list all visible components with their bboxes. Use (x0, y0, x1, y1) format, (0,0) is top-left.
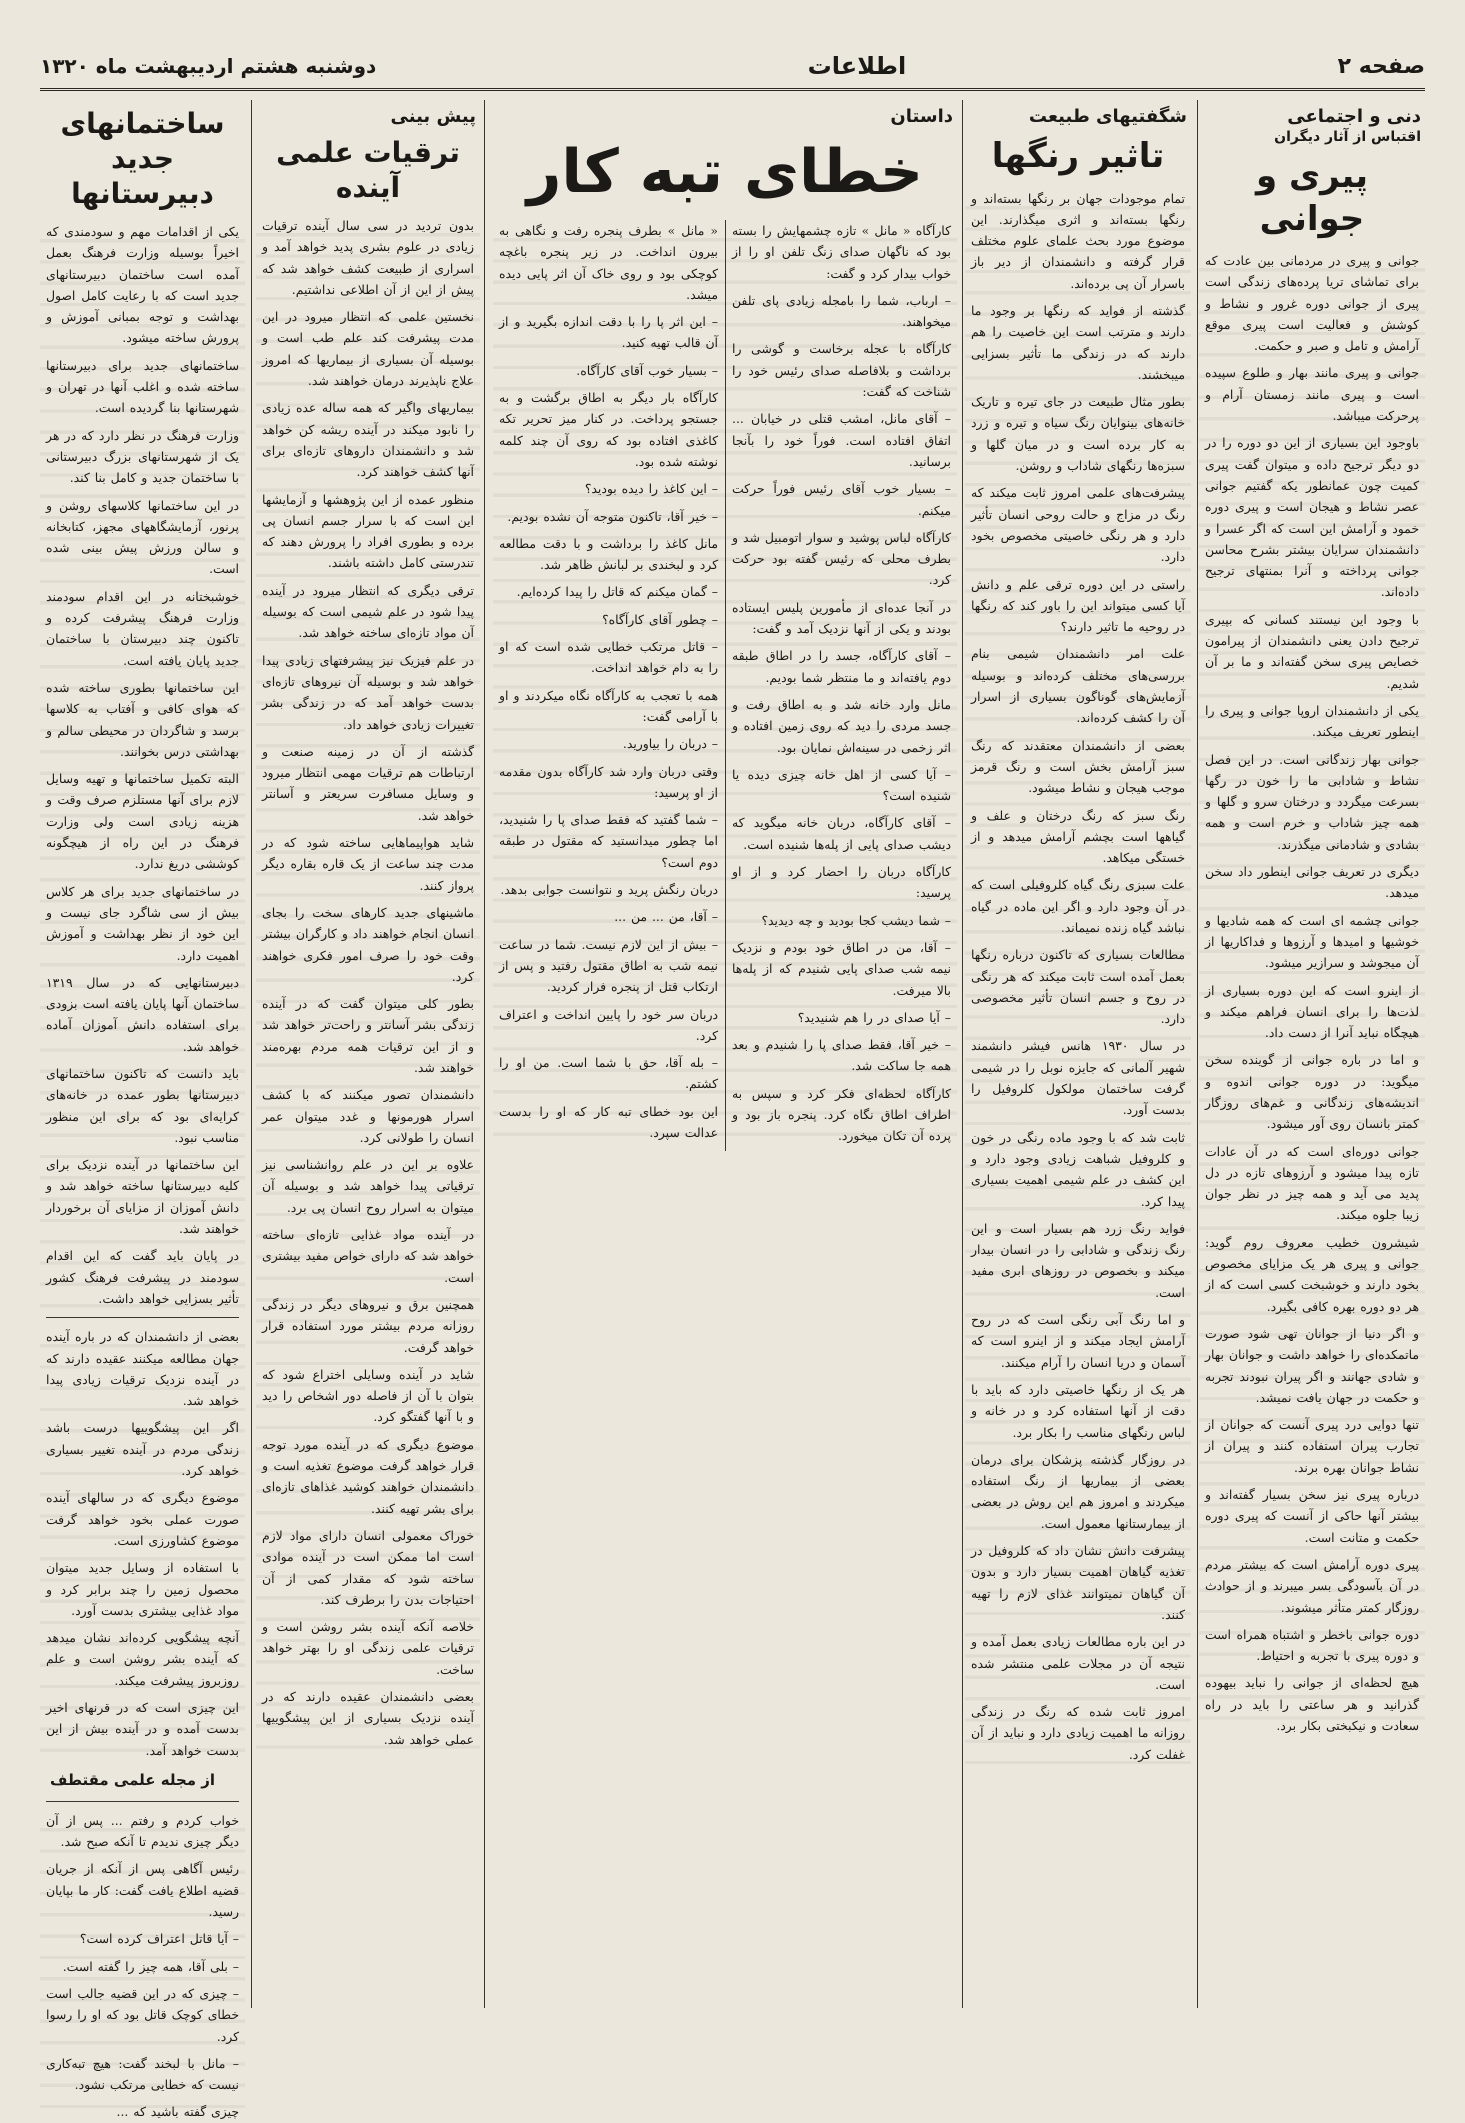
paragraph: با استفاده از وسایل جدید میتوان محصول زمین را چند برابر کرد و مواد غذایی بیشتری بدست آورد. (46, 1560, 239, 1618)
paragraph: بیماریهای واگیر که همه ساله عده زیادی را نابود میکند در آینده ریشه کن خواهد شد و دانشمندان داروهای تازه‌ای برای آنها کشف خواهند کرد. (262, 400, 474, 480)
paragraph: این بود خطای تبه کار که او را بدست عدالت سپرد. (499, 1103, 718, 1140)
paragraph: – آقا، من در اطاق خود بودم و نزدیک نیمه شب صدای پایی شنیدم که از پله‌ها بالا میرفت. (732, 939, 951, 998)
paragraph: آنچه پیشگویی کرده‌اند نشان میدهد که آینده بشر روشن است و علم روزبروز پیشرفت میکند. (46, 1630, 239, 1688)
paragraph: – دربان را بیاورید. (622, 736, 718, 752)
article-body (1199, 250, 1425, 1736)
paragraph: – شما دیشب کجا بودید و چه دیدید؟ (761, 912, 951, 928)
paragraph: مطالعات بسیاری که تاکنون درباره رنگها بعمل آمده است ثابت میکند که هر رنگی در روح و جسم انسان تأثیر مخصوصی دارد. (971, 947, 1185, 1027)
article-headline: تاثیر رنگها (991, 136, 1165, 176)
paragraph: جوانی بهار زندگانی است. در این فصل نشاط و شادابی ما را خون در رگها بسرعت میگردد و درختان سرو و گلها و همه چیز شاداب و خرم است و همه بشادی و شادمانی میگذرند. (1205, 751, 1419, 852)
paragraph: و اما در باره جوانی از گوینده سخن میگوید: در دوره جوانی اندوه و اندیشه‌های زندگانی و غم‌های روزگار کمتر بانسان روی آور میشود. (1205, 1052, 1419, 1132)
paragraph: منظور عمده از این پژوهشها و آزمایشها این است که با سرار جسم انسان پی برده و بطوری افراد را پرورش دهند که تندرستی کامل داشته باشند. (262, 491, 474, 571)
paragraph: موضوع دیگری که در آینده مورد توجه قرار خواهد گرفت موضوع تغذیه است و دانشمندان خواهند کوشید غذاهای تازه‌ای برای بشر تهیه کنند. (262, 1436, 474, 1516)
paragraph: خوراک معمولی انسان دارای مواد لازم است اما ممکن است در آینده موادی ساخته شود که مقدار کمی از آن احتیاجات بدن را برطرف کند. (262, 1527, 474, 1607)
paragraph: بطور مثال طبیعت در جای تیره و تاریک خانه‌های بینوایان رنگ سیاه و تیره و زرد به کار برده است و در میان گلها و سبزه‌ها رنگهای شاداب و روشن. (971, 394, 1185, 474)
paragraph: کارآگاه لحظه‌ای فکر کرد و سپس به اطراف اطاق نگاه کرد. پنجره باز بود و پرده آن تکان میخورد. (732, 1085, 951, 1144)
column-colors (965, 100, 1191, 2008)
paragraph: این چیزی است که در قرنهای اخیر بدست آمده و در آینده بیش از این بدست خواهد آمد. (46, 1700, 239, 1758)
paragraph: باوجود این بسیاری از این دو دوره را در دو دیگر ترجیح داده و میتوان گفت پیری کمیت چون عمانطور یکه گفتیم جوانی عصر نشاط و هیجان است و پیری دوره خمود و آرامش این است که اگر عسرا و دانشمندان سرایان بیشتر بشرح محاسن جوانی پرداخته و آنرا بمنتهای ترجیح داده‌اند. (1205, 435, 1419, 600)
paragraph: خوشبختانه در این اقدام سودمند وزارت فرهنگ پیشرفت کرده و تاکنون چند دبیرستان با ساختمان جدید پایان یافته است. (46, 588, 239, 668)
paragraph: گذشته از فواید که رنگها بر وجود ما دارند و مترتب است این خاصیت را هم دارند که در زندگی ما تأثیر بسزایی میبخشند. (971, 302, 1185, 382)
column-youth-and-age (1199, 100, 1425, 2008)
paragraph: همه با تعجب به کارآگاه نگاه میکردند و او با آرامی گفت: (499, 687, 718, 724)
paragraph: – آیا صدای در را هم شنیدید؟ (797, 1009, 951, 1025)
bottom-article-body (40, 1810, 245, 2123)
paragraph: – بیش از این لازم نیست. شما در ساعت نیمه شب به اطاق مقتول رفتید و پس از ارتکاب قتل از پنجره فرار کردید. (499, 936, 718, 995)
paragraph: فواید رنگ زرد هم بسیار است و این رنگ زندگی و شادابی را در انسان بیدار میکند و بخصوص در روزهای ابری مفید است. (971, 1220, 1185, 1300)
second-article-body (40, 1326, 245, 1761)
paragraph: دوره جوانی باخطر و اشتباه همراه است و دوره پیری با تجربه و احتیاط. (1205, 1626, 1419, 1664)
paragraph: – آقای کارآگاه، دربان خانه میگوید که دیشب صدای پایی از پله‌ها شنیده است. (732, 815, 951, 852)
paragraph: – آیا قاتل اعتراف کرده است؟ (79, 1931, 239, 1947)
paragraph: بعضی از دانشمندان که در باره آینده جهان مطالعه میکنند عقیده دارند که در آینده نزدیک ترقیات زیادی پیدا خواهد شد. (46, 1329, 239, 1409)
paragraph: شاید هواپیماهایی ساخته شود که در مدت چند ساعت از یک قاره بقاره دیگر پرواز کنند. (262, 835, 474, 893)
paragraph: بعضی دانشمندان عقیده دارند که در آینده نزدیک بسیاری از این پیشگوییها عملی خواهد شد. (262, 1689, 474, 1747)
paragraph: – آقای کارآگاه، جسد را در اطاق طبقه دوم یافته‌اند و ما منتظر شما بودیم. (732, 648, 951, 685)
paragraph: جوانی و پیری مانند بهار و طلوع سپیده است و پیری مانند زمستان آرام و پرحرکت میباشد. (1205, 365, 1419, 424)
paragraph: جوانی چشمه ای است که همه شادیها و خوشیها و امیدها و آرزوها و فداکاریها از آن میجوشد و سرازیر میشود. (1205, 912, 1419, 971)
section-kicker: داستان (890, 106, 953, 127)
paragraph: در روزگار گذشته پزشکان برای درمان بعضی از بیماریها از رنگ استفاده میکردند و امروز هم این روش در بعضی از بیمارستانها معمول است. (971, 1451, 1185, 1531)
article-headline: ساختمانهای جدید دبیرستانها (60, 107, 225, 210)
paragraph: در این ساختمانها کلاسهای روشن و پرنور، آزمایشگاههای مجهز، کتابخانه و سالن ورزش پیش بینی شده است. (46, 497, 239, 577)
article-body (965, 188, 1191, 1765)
paragraph: تنها دوایی درد پیری آنست که جوانان از تجارب پیران استفاده کنند و پیران از نشاط جوانان بهره برند. (1205, 1417, 1419, 1475)
paragraph: رنگ سبز که رنگ درختان و علف و گیاهها است بچشم آرامش میدهد و از خستگی میکاهد. (971, 807, 1185, 866)
paragraph: کارآگاه با عجله برخاست و گوشی را برداشت و بلافاصله صدای رئیس خود را شناخت که گفت: (732, 341, 951, 400)
column-rule (484, 100, 485, 2008)
paragraph: – آقای مانل، امشب قتلی در خیابان ... اتفاق افتاده است. فوراً خود را بآنجا برسانید. (732, 411, 951, 469)
paragraph: امروز ثابت شده که رنگ در زندگی روزانه ما اهمیت زیادی دارد و نباید از آن غفلت کرد. (971, 1704, 1185, 1762)
paragraph: جوانی و پیری در مردمانی بین عادت که برای تماشای تریا پرده‌های زندگی است پیری از جوانی دوره غرور و نشاط و کوشش و فعالیت است پیری موقع آرامش و تامل و صبر و حکمت. (1205, 253, 1419, 354)
paragraph: گذشته از آن در زمینه صنعت و ارتباطات هم ترقیات مهمی انتظار میرود و وسایل مسافرت سریعتر و آسانتر خواهد شد. (262, 743, 474, 823)
paragraph: بطور کلی میتوان گفت که در آینده زندگی بشر آسانتر و راحت‌تر خواهد شد و از این ترقیات همه مردم بهره‌مند خواهند شد. (262, 996, 474, 1075)
paragraph: – خیر آقا، تاکنون متوجه آن نشده بودیم. (507, 508, 718, 524)
column-rule (251, 100, 252, 2008)
paragraph: هیچ لحظه‌ای از جوانی را نباید بیهوده گذرانید و هر ساعتی را باید در راه سعادت و نیکبختی بکار برد. (1205, 1675, 1419, 1733)
masthead (40, 44, 1425, 91)
date-line: دوشنبه هشتم اردیبهشت ماه ۱۳۲۰ (40, 54, 377, 78)
paragraph: دیگری در تعریف جوانی اینطور داد سخن میدهد. (1205, 864, 1419, 901)
article-body (256, 215, 480, 1750)
paper-name: اطلاعات (807, 52, 907, 80)
paragraph: تمام موجودات جهان بر رنگها بسته‌اند و رنگها بسته‌اند و اثری میگذارند. این موضوع مورد بحث علمای علوم مختلف قرار گرفته و دانشمندان از دیر باز باسرار آن پی برده‌اند. (971, 190, 1185, 291)
paragraph: – بسیار خوب آقای رئیس فوراً حرکت میکنم. (732, 481, 951, 518)
article-headline: پیری و جوانی (1256, 156, 1368, 239)
paragraph: از اینرو است که این دوره بسیاری از لذت‌ها را برای انسان فراهم میکند و هیچگاه نباید آنرا از دست داد. (1205, 982, 1419, 1041)
paragraph: دبیرستانهایی که در سال ۱۳۱۹ ساختمان آنها پایان یافته است بزودی برای استفاده دانش آموزان آماده خواهد شد. (46, 974, 239, 1054)
article-headline: خطای تبه کار (526, 137, 924, 207)
paragraph: – بلی آقا، همه چیز را گفته است. (62, 1958, 239, 1974)
paragraph: دانشمندان تصور میکنند که با کشف اسرار هورمونها و غدد میتوان عمر انسان را طولانی کرد. (262, 1087, 474, 1145)
paragraph: کارآگاه دربان را احضار کرد و از او پرسید: (732, 864, 951, 901)
paragraph: یکی از دانشمندان اروپا جوانی و پیری را اینطور تعریف میکند. (1205, 702, 1419, 740)
paragraph: – خیر آقا، فقط صدای پا را شنیدم و بعد همه جا ساکت شد. (732, 1037, 951, 1074)
paragraph: – قاتل مرتکب خطایی شده است که او را به دام خواهد انداخت. (499, 639, 718, 676)
paragraph: ساختمانهای جدید برای دبیرستانها ساخته شده و اغلب آنها در تهران و شهرستانها بنا گردیده است. (46, 357, 239, 416)
column-rule (962, 100, 963, 2008)
paragraph: در آینده مواد غذایی تازه‌ای ساخته خواهد شد که دارای خواص مفید بیشتری است. (262, 1227, 474, 1285)
section-kicker: دنی و اجتماعی (1287, 106, 1421, 127)
section-kicker: شگفتیهای طبیعت (1028, 106, 1187, 127)
paragraph: و اگر دنیا از جوانان تهی شود صورت ماتمکده‌ای را خواهد داشت و جوانان بهار و شادی جهانند و اگر پیران نبودند تجربه و حکمت در جهان یافت نمیشد. (1205, 1325, 1419, 1405)
paragraph: در پایان باید گفت که این اقدام سودمند در پیشرفت فرهنگ کشور تأثیر بسزایی خواهد داشت. (46, 1248, 239, 1306)
paragraph: علاوه بر این در علم روانشناسی نیز ترقیاتی پیدا خواهد شد و بوسیله آن میتوان به اسرار روح انسان پی برد. (262, 1157, 474, 1215)
paragraph: چیزی گفته باشید که ... (116, 2104, 239, 2120)
paragraph: و اما رنگ آبی رنگی است که در روح آرامش ایجاد میکند و از اینرو است که آسمان و دریا انسان را آرام میکنند. (971, 1312, 1185, 1370)
paragraph: درباره پیری نیز سخن بسیار گفته‌اند و بیشتر آنها حاکی از آنست که پیری دوره حکمت و متانت است. (1205, 1487, 1419, 1545)
paragraph: – ارباب، شما را بامجله زیادی پای تلفن میخواهند. (732, 292, 951, 330)
paragraph: در سال ۱۹۳۰ هانس فیشر دانشمند شهیر آلمانی که جایزه نوبل را در شیمی گرفت ساختمان مولکول کلروفیل را بدست آورد. (971, 1038, 1185, 1118)
paragraph: – چطور آقای کارآگاه؟ (602, 611, 718, 627)
paragraph: علت امر دانشمندان شیمی بنام بررسی‌های مختلف کرده‌اند و بوسیله آزمایش‌های گوناگون بسیاری از اسرار آن را کشف کرده‌اند. (971, 646, 1185, 726)
paragraph: – بسیار خوب آقای کارآگاه. (576, 362, 718, 378)
paragraph: خلاصه آنکه آینده بشر روشن است و ترقیات علمی زندگی او را بهتر خواهد ساخت. (262, 1619, 474, 1677)
paragraph: پیری دوره آرامش است که بیشتر مردم در آن بآسودگی بسر میبرند و از حوادث روزگار کمتر متأثر میشوند. (1205, 1556, 1419, 1615)
paragraph: وقتی دربان وارد شد کارآگاه بدون مقدمه از او پرسید: (499, 763, 718, 800)
paragraph: اگر این پیشگوییها درست باشد زندگی مردم در آینده تغییر بسیاری خواهد کرد. (46, 1420, 239, 1479)
paragraph: پیشرفت‌های علمی امروز ثابت میکند که رنگ در مزاج و حالت روحی انسان تأثیر دارد و هر رنگی خاصیتی مخصوص بخود دارد. (971, 485, 1185, 565)
paragraph: جوانی دوره‌ای است که در آن عادات تازه پیدا میشود و آرزوهای تازه در دل پدید می آید و همه چیز در نظر جوان زیبا جلوه میکند. (1205, 1143, 1419, 1223)
paragraph: ترقی دیگری که انتظار میرود در آینده پیدا شود در علم شیمی است که بوسیله آن مواد تازه‌ای ساخته خواهد شد. (262, 582, 474, 641)
paragraph: بعضی از دانشمندان معتقدند که رنگ سبز آرامش بخش است و رنگ قرمز موجب هیجان و نشاط میشود. (971, 737, 1185, 796)
paragraph: – گمان میکنم که قاتل را پیدا کرده‌ایم. (516, 584, 718, 600)
paragraph: شیشرون خطیب معروف روم گوید: جوانی و پیری هر یک مزایای مخصوص بخود دارند و خوشبخت کسی است که از هر دو دوره بهره کافی بگیرد. (1205, 1234, 1419, 1314)
paragraph: یکی از اقدامات مهم و سودمندی که اخیراً بوسیله وزارت فرهنگ بعمل آمده است ساختمان دبیرستانهای جدید است که با رعایت کامل اصول بهداشت و توجه بمبانی آموزش و پرورش ساخته میشود. (46, 224, 239, 346)
paragraph: در ساختمانهای جدید برای هر کلاس بیش از سی شاگرد جای نیست و این خود از نظر بهداشت و آموزش اهمیت دارد. (46, 883, 239, 963)
section-kicker: پیش بینی (390, 106, 476, 127)
paragraph: این ساختمانها بطوری ساخته شده که هوای کافی و آفتاب به کلاسها برسد و شاگردان در محیطی سالم و بهداشتی درس بخوانند. (46, 679, 239, 759)
article-source: از مجله علمی مقتطف (50, 1770, 216, 1789)
paragraph: خواب کردم و رفتم ... پس از آن دیگر چیزی ندیدم تا آنکه صبح شد. (46, 1812, 239, 1850)
column-science-future (256, 100, 480, 2008)
paragraph: « مانل » بطرف پنجره رفت و نگاهی به بیرون انداخت. در زیر پنجره باغچه کوچکی بود و روی خاک آن اثر پایی دیده میشد. (499, 223, 718, 302)
paragraph: وزارت فرهنگ در نظر دارد که در هر یک از شهرستانهای بزرگ دبیرستانی با ساختمان جدید و کامل بنا کند. (46, 427, 239, 486)
paragraph: بدون تردید در سی سال آینده ترقیات زیادی در علوم بشری پدید خواهد آمد و اسراری از طبیعت کشف خواهد شد که پیش از این از آن اطلاعی نداشتیم. (262, 218, 474, 297)
paragraph: نخستین علمی که انتظار میرود در این مدت پیشرفت کند علم طب است و بوسیله آن بسیاری از بیماریها که امروز علاج ناپذیرند درمان خواهند شد. (262, 309, 474, 389)
article-body (493, 220, 957, 1151)
paragraph: علت سبزی رنگ گیاه کلروفیلی است که در آن وجود دارد و اگر این ماده در گیاه نباشد گیاه زنده نمیماند. (971, 877, 1185, 935)
paragraph: ماشینهای جدید کارهای سخت را بجای انسان انجام خواهند داد و کارگران بیشتر وقت خود را صرف امور فکری خواهند کرد. (262, 904, 474, 984)
paragraph: البته تکمیل ساختمانها و تهیه وسایل لازم برای آنها مستلزم صرف وقت و هزینه زیادی است ولی وزارت فرهنگ در این راه از هیچگونه کوششی دریغ ندارد. (46, 771, 239, 872)
paragraph: – بله آقا، حق با شما است. من او را کشتم. (499, 1055, 718, 1092)
paragraph: همچنین برق و نیروهای دیگر در زندگی روزانه مردم بیشتر مورد استفاده قرار خواهد گرفت. (262, 1296, 474, 1355)
article-body (40, 221, 245, 1309)
section-subtitle: اقتباس از آثار دیگران (1274, 129, 1421, 145)
paragraph: شاید در آینده وسایلی اختراع شود که بتوان با آن از فاصله دور اشخاص را دید و با آنها گفتگو کرد. (262, 1366, 474, 1425)
paragraph: هر یک از رنگها خاصیتی دارد که باید با دقت از آنها استفاده کرد و در خانه و لباس رنگهای مناسب را بکار برد. (971, 1381, 1185, 1440)
paragraph: – این اثر پا را با دقت اندازه بگیرید و از آن قالب تهیه کنید. (499, 314, 718, 351)
paragraph: باید دانست که تاکنون ساختمانهای دبیرستانها بطور عمده در خانه‌های کرایه‌ای بود که برای این منظور مناسب نبود. (46, 1065, 239, 1145)
paragraph: ثابت شد که با وجود ماده رنگی در خون و کلروفیل شباهت زیادی وجود دارد و این کشف در علم شیمی اهمیت بسیاری پیدا کرد. (971, 1129, 1185, 1209)
article-headline: ترقیات علمی آینده (276, 136, 460, 204)
column-story (493, 100, 957, 2008)
paragraph: کارآگاه بار دیگر به اطاق برگشت و به جستجو پرداخت. در کنار میز تحریر تکه کاغذی افتاده بود که روی آن چند کلمه نوشته شده بود. (499, 390, 718, 469)
paragraph: دربان رنگش پرید و نتوانست جوابی بدهد. (500, 882, 718, 898)
paragraph: – آیا کسی از اهل خانه چیزی دیده یا شنیده است؟ (732, 766, 951, 804)
paragraph: کارآگاه لباس پوشید و سوار اتومبیل شد و بطرف محلی که رئیس گفته بود حرکت کرد. (732, 529, 951, 588)
paragraph: – این کاغذ را دیده بودید؟ (584, 481, 718, 497)
paragraph: مانل وارد خانه شد و به اطاق رفت و جسد مردی را دید که روی زمین افتاده و اثر زخمی در سینه‌اش نمایان بود. (732, 696, 951, 755)
paragraph: مانل کاغذ را برداشت و با دقت مطالعه کرد و لبخندی بر لبانش ظاهر شد. (499, 535, 718, 573)
paragraph: در آنجا عده‌ای از مأمورین پلیس ایستاده بودند و یکی از آنها نزدیک آمد و گفت: (732, 599, 951, 637)
paragraph: – مانل با لبخند گفت: هیچ تبه‌کاری نیست که خطایی مرتکب نشود. (46, 2055, 239, 2093)
paragraph: دربان سر خود را پایین انداخت و اعتراف کرد. (499, 1006, 718, 1043)
paragraph: این ساختمانها در آینده نزدیک برای کلیه دبیرستانها ساخته خواهد شد و دانش آموزان از مزایای آن برخوردار خواهند شد. (46, 1157, 239, 1237)
paragraph: راستی در این دوره ترقی علم و دانش آیا کسی میتواند این را باور کند که رنگها در روحیه ما تاثیر دارند؟ (971, 576, 1185, 635)
paragraph: – شما گفتید که فقط صدای پا را شنیدید، اما چطور میدانستید که مقتول در طبقه دوم است؟ (499, 812, 718, 870)
paragraph: موضوع دیگری که در سالهای آینده صورت عملی بخود خواهد گرفت موضوع کشاورزی است. (46, 1490, 239, 1548)
paragraph: – آقا، من ... من ... (614, 909, 718, 925)
article-divider (46, 1317, 239, 1318)
column-schools (40, 100, 245, 2120)
paragraph: با وجود این نیستند کسانی که بپیری ترجیح دادن یعنی دانشمندان از پیرامون خصایص پیری سخن گفته‌اند و ما بر آن شدیم. (1205, 611, 1419, 691)
paragraph: در این باره مطالعات زیادی بعمل آمده و نتیجه آن در مجلات علمی منتشر شده است. (971, 1634, 1185, 1692)
paragraph: رئیس آگاهی پس از آنکه از جریان قضیه اطلاع یافت گفت: کار ما بپایان رسید. (46, 1861, 239, 1920)
article-divider (46, 1801, 239, 1802)
paragraph: در علم فیزیک نیز پیشرفتهای زیادی پیدا خواهد شد و بوسیله آن نیروهای تازه‌ای بدست خواهد آمد که در زندگی بشر تغییرات زیادی خواهد داد. (262, 652, 474, 732)
column-rule (1197, 100, 1198, 2008)
paragraph: پیشرفت دانش نشان داد که کلروفیل در تغذیه گیاهان اهمیت بسیار دارد و بدون آن گیاهان نمیتوانند غذای لازم را تهیه کنند. (971, 1543, 1185, 1622)
paragraph: کارآگاه « مانل » تازه چشمهایش را بسته بود که ناگهان صدای زنگ تلفن او را از خواب بیدار کرد و گفت: (732, 223, 951, 281)
page-number: صفحه ۲ (1337, 53, 1425, 79)
paragraph: – چیزی که در این قضیه جالب است خطای کوچک قاتل بود که او را رسوا کرد. (46, 1985, 239, 2044)
